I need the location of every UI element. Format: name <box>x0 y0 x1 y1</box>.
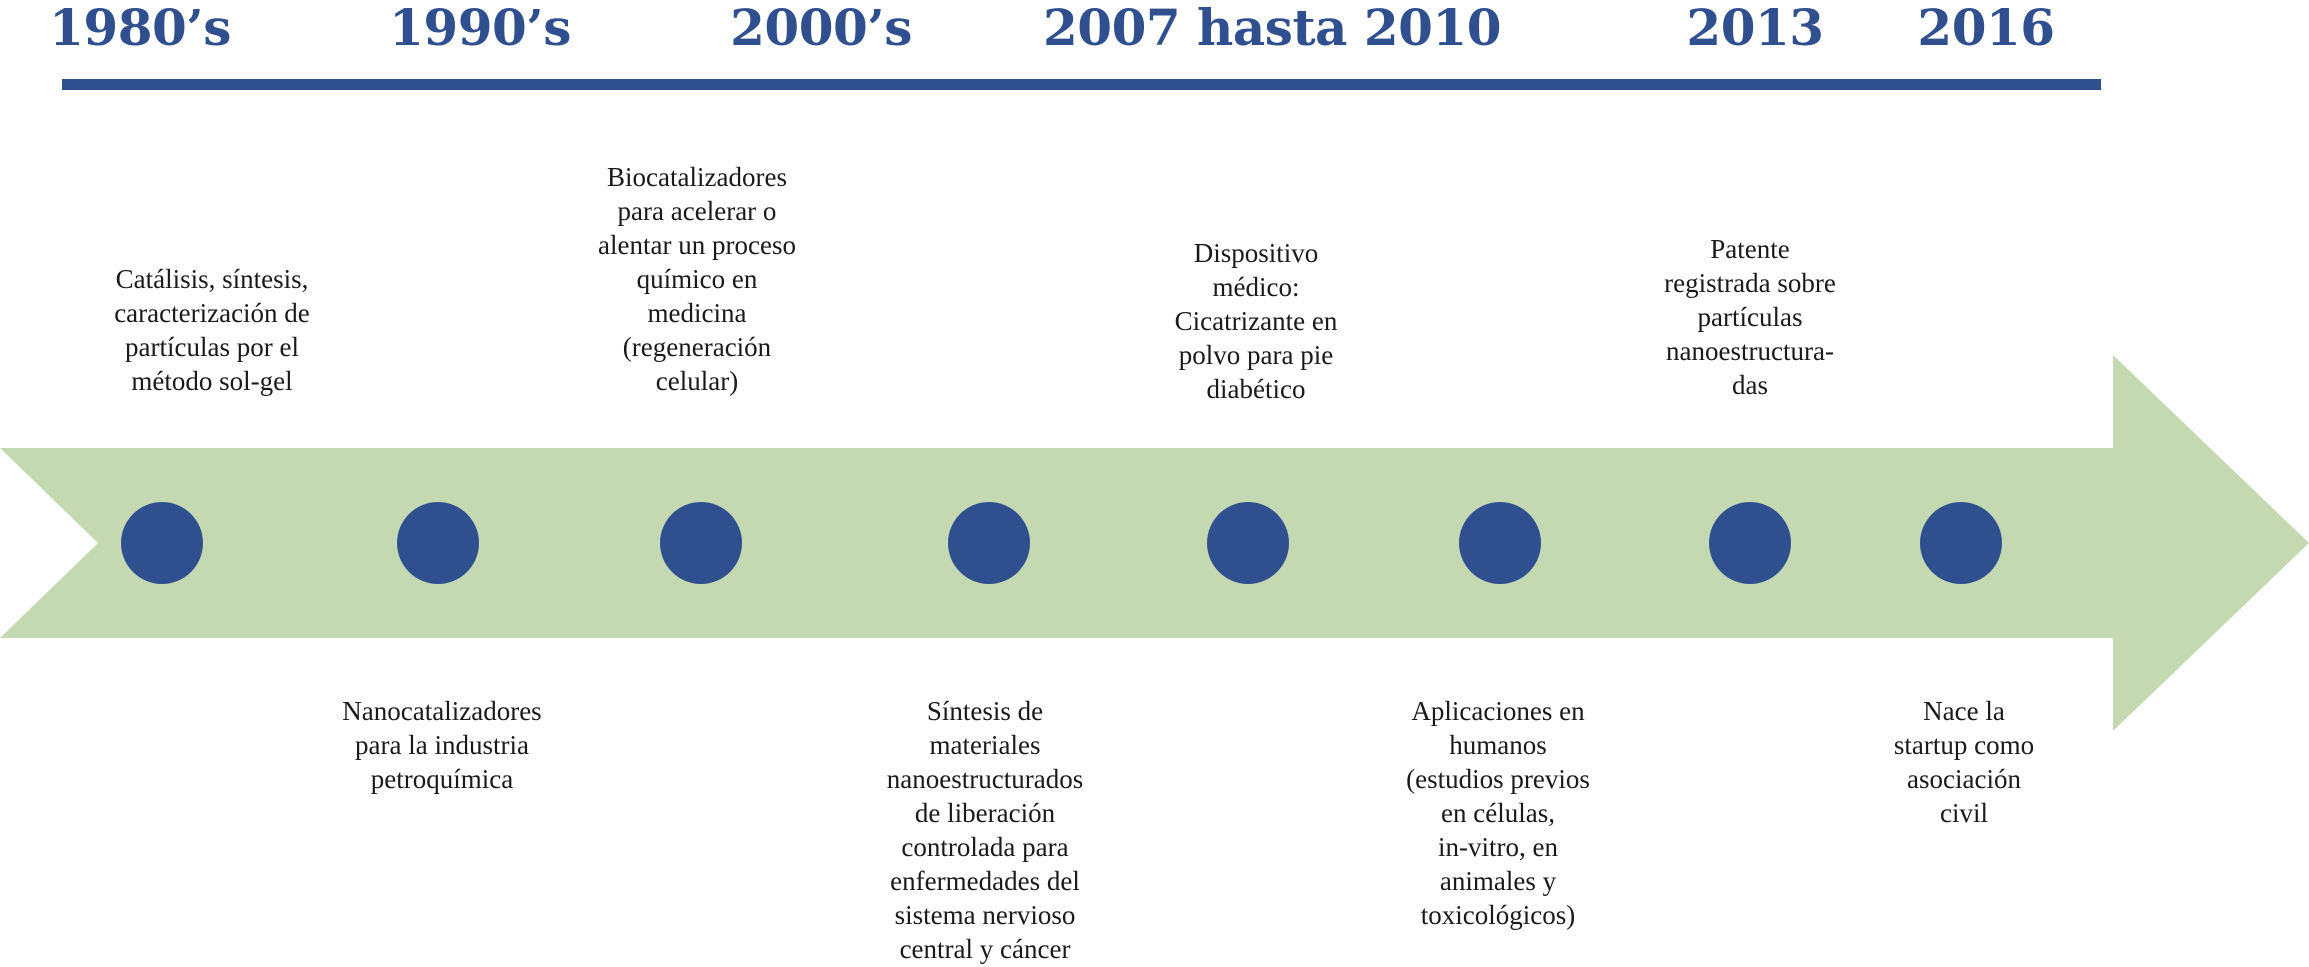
label-line: materiales <box>929 730 1041 760</box>
label-line: médico: <box>1212 272 1300 302</box>
year-2016: 2016 <box>1917 0 2055 57</box>
label-line: Catálisis, síntesis, <box>115 264 309 294</box>
label-line: para acelerar o <box>617 196 777 226</box>
label-line: medicina <box>647 298 747 328</box>
label-line: para la industria <box>355 730 529 760</box>
label-line: celular) <box>655 366 739 396</box>
label-line: central y cáncer <box>899 934 1071 964</box>
label-line: (estudios previos <box>1406 764 1590 794</box>
label-line: startup como <box>1893 730 2035 760</box>
label-line: asociación <box>1907 764 2021 794</box>
timeline-dot <box>1207 502 1289 584</box>
label-line: (regeneración <box>622 332 772 362</box>
year-2000s: 2000’s <box>730 0 912 57</box>
milestone-biocatalizadores <box>598 160 796 398</box>
label-line: animales y <box>1439 866 1557 896</box>
year-1990s: 1990’s <box>389 0 571 57</box>
label-line: sistema nervioso <box>894 900 1076 930</box>
timeline-dot <box>948 502 1030 584</box>
label-line: en células, <box>1441 798 1555 828</box>
year-1980s: 1980’s <box>49 0 231 57</box>
label-line: das <box>1732 370 1768 400</box>
timeline-dot <box>1920 502 2002 584</box>
timeline-dot <box>397 502 479 584</box>
label-line: civil <box>1939 798 1988 828</box>
label-line: Cicatrizante en <box>1174 306 1338 336</box>
label-line: nanoestructurados <box>886 764 1084 794</box>
milestone-patente <box>1664 232 1836 402</box>
label-line: Biocatalizadores <box>607 162 787 192</box>
label-line: químico en <box>636 264 758 294</box>
timeline-dot <box>1709 502 1791 584</box>
timeline-dot <box>660 502 742 584</box>
milestone-aplicaciones-humanos <box>1406 694 1590 932</box>
label-line: registrada sobre <box>1664 268 1836 298</box>
label-line: alentar un proceso <box>598 230 796 260</box>
label-line: Síntesis de <box>926 696 1044 726</box>
label-line: nanoestructura- <box>1666 336 1834 366</box>
milestone-nanocatalizadores <box>342 694 541 796</box>
milestone-sol-gel <box>114 262 310 398</box>
label-line: partículas <box>1697 302 1803 332</box>
label-line: partículas por el <box>125 332 299 362</box>
label-line: Nanocatalizadores <box>342 696 542 726</box>
label-line: controlada para <box>901 832 1069 862</box>
label-line: enfermedades del <box>890 866 1080 896</box>
label-line: Aplicaciones en <box>1411 696 1585 726</box>
label-line: in-vitro, en <box>1438 832 1558 862</box>
milestone-startup <box>1894 694 2034 830</box>
label-line: petroquímica <box>370 764 514 794</box>
year-2013: 2013 <box>1686 0 1824 57</box>
label-line: polvo para pie <box>1178 340 1334 370</box>
timeline-dot <box>121 502 203 584</box>
milestone-dispositivo-medico <box>1175 236 1338 406</box>
milestone-sintesis-materiales <box>887 694 1083 966</box>
label-line: humanos <box>1449 730 1547 760</box>
label-line: Dispositivo <box>1193 238 1319 268</box>
label-line: de liberación <box>914 798 1056 828</box>
year-2007-2010: 2007 hasta 2010 <box>1042 0 1502 57</box>
label-line: método sol-gel <box>131 366 293 396</box>
label-line: diabético <box>1206 374 1306 404</box>
label-line: caracterización de <box>114 298 310 328</box>
timeline-dot <box>1459 502 1541 584</box>
label-line: Patente <box>1710 234 1790 264</box>
label-line: Nace la <box>1923 696 2005 726</box>
label-line: toxicológicos) <box>1420 900 1576 930</box>
